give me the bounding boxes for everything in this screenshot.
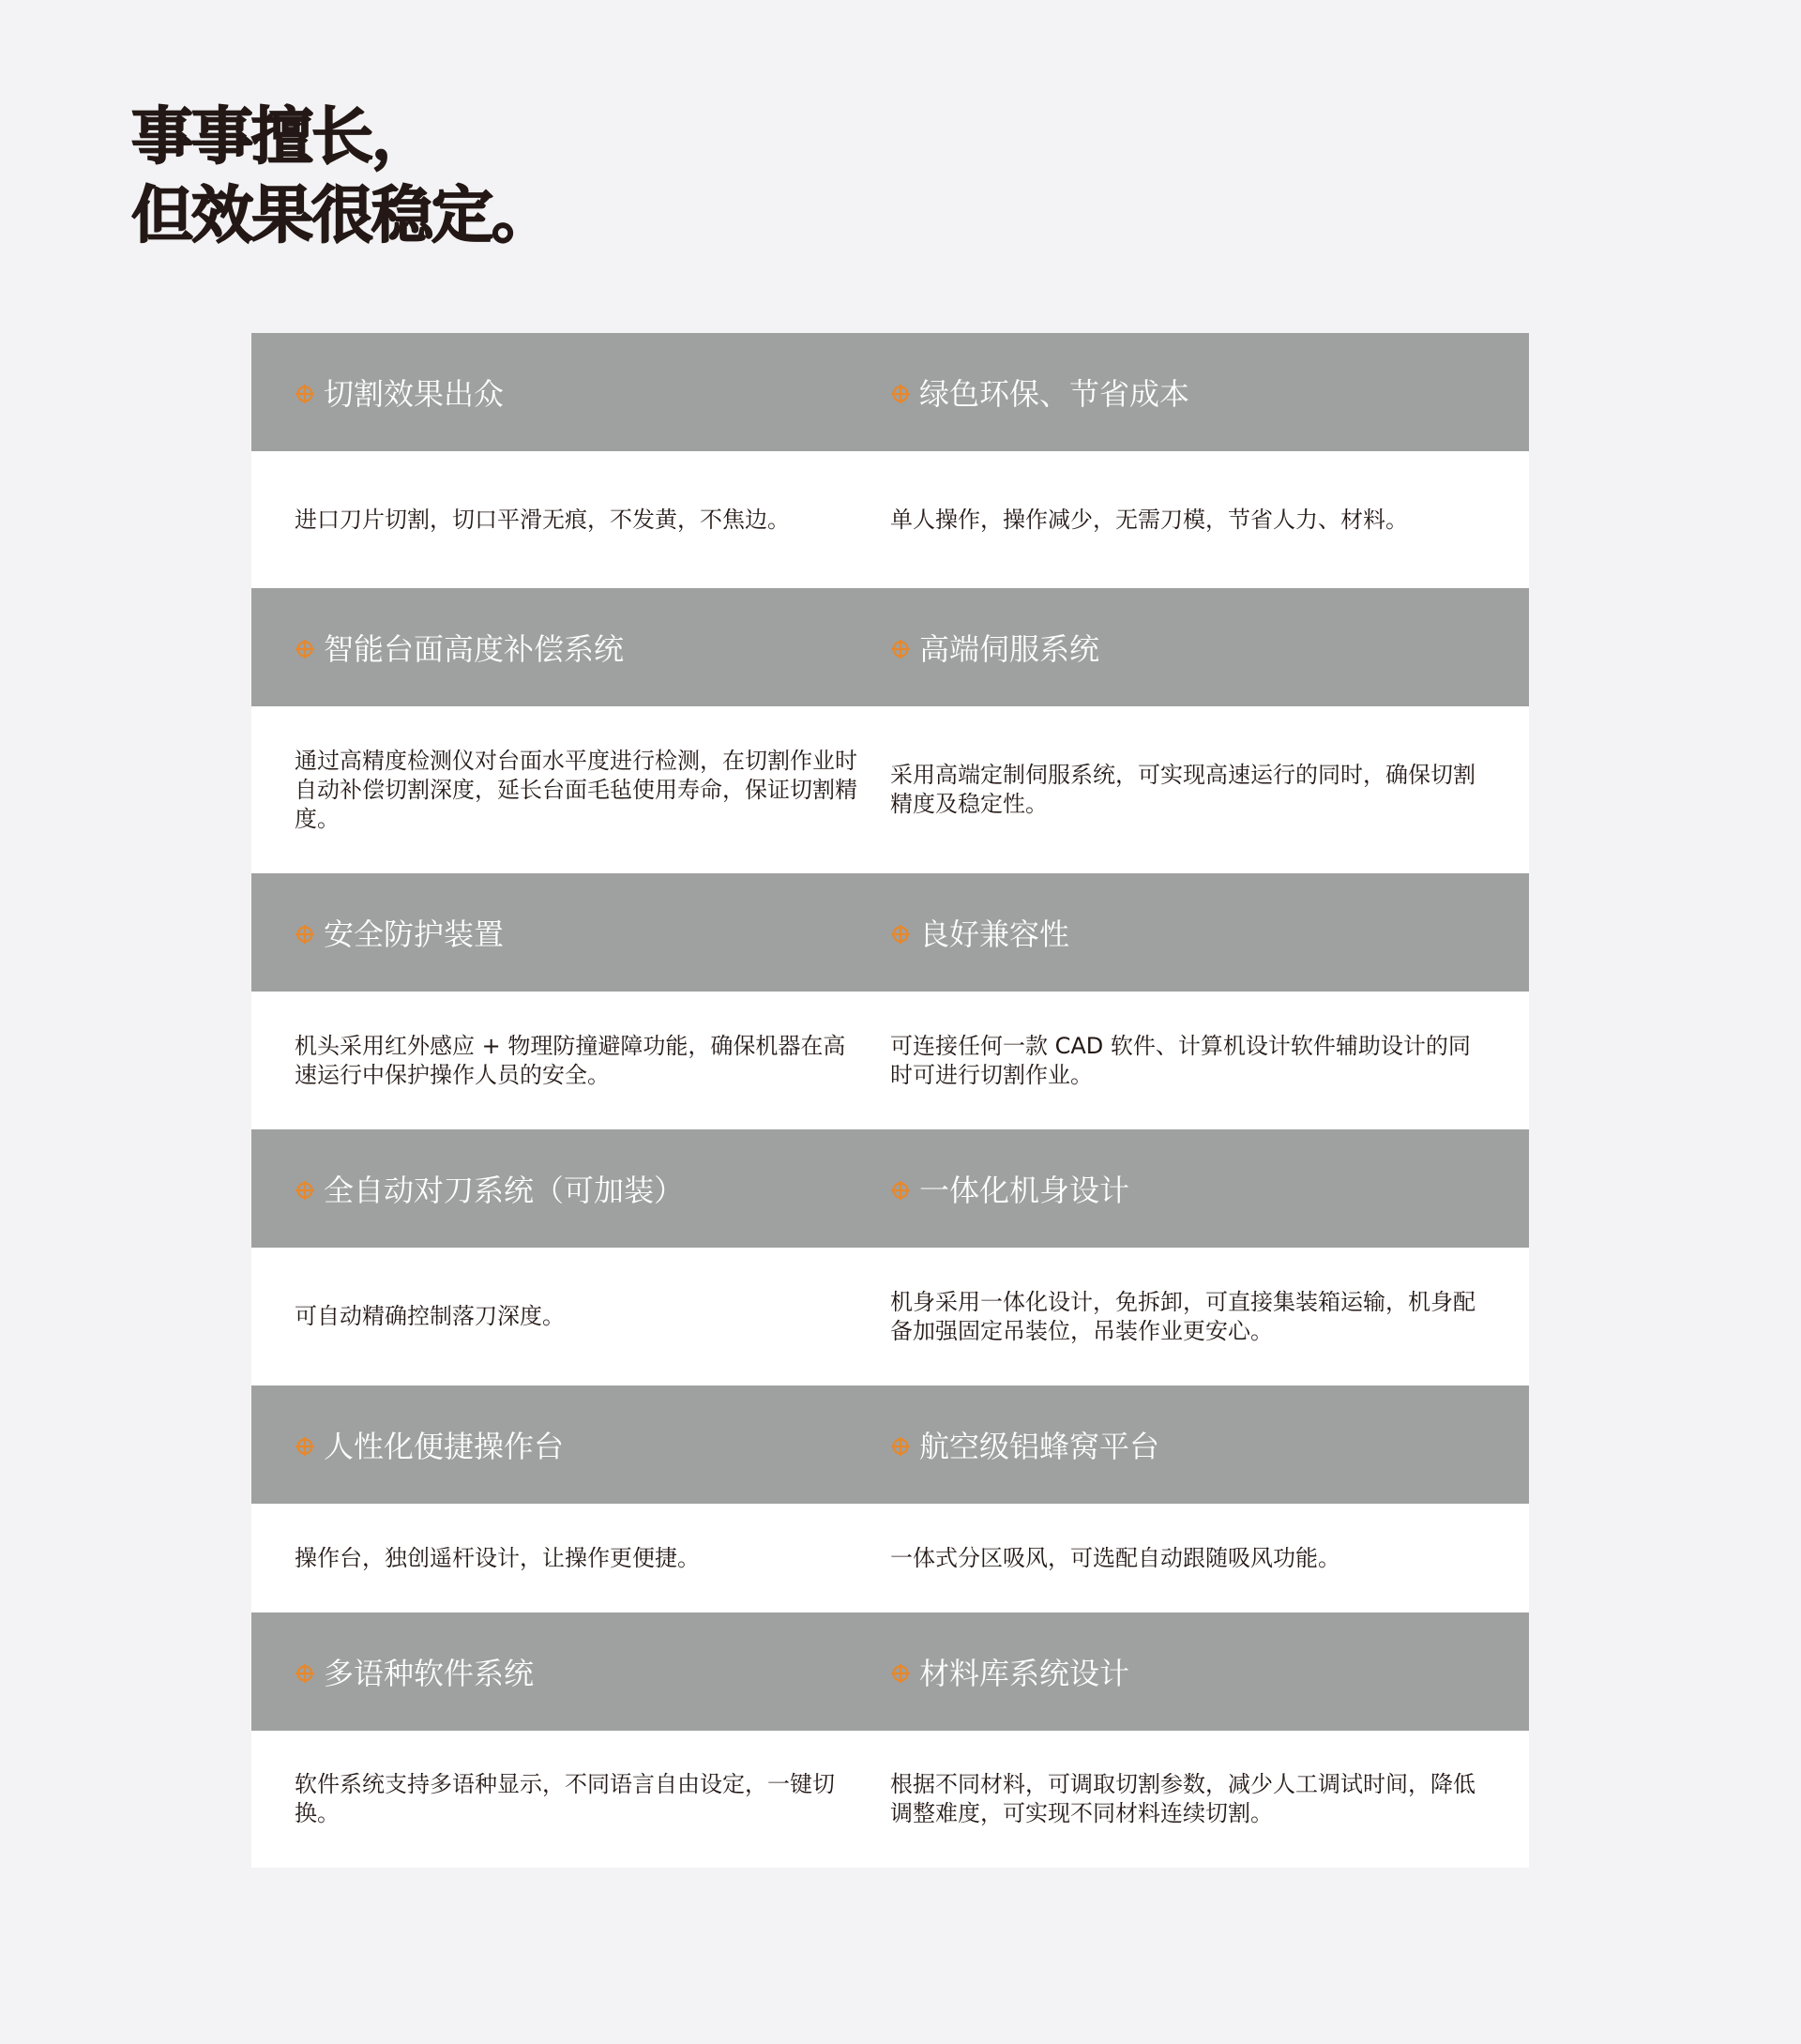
crosshair-icon — [890, 1663, 911, 1684]
feature-description: 软件系统支持多语种显示，不同语言自由设定，一键切换。 — [295, 1771, 835, 1826]
feature-description: 机身采用一体化设计，免拆卸，可直接集装箱运输，机身配备加强固定吊装位，吊装作业更安心。 — [890, 1288, 1476, 1344]
feature-title: 航空级铝蜂窝平台 — [919, 1429, 1160, 1464]
feature-header-row — [251, 1129, 1529, 1248]
feature-header-right — [890, 333, 1529, 451]
feature-description: 机头采用红外感应 + 物理防撞避障功能，确保机器在高速运行中保护操作人员的安全。 — [295, 1032, 846, 1088]
feature-title: 切割效果出众 — [324, 376, 505, 412]
feature-body-row — [251, 1248, 1529, 1385]
crosshair-icon — [295, 1436, 315, 1457]
feature-description: 采用高端定制伺服系统，可实现高速运行的同时，确保切割精度及稳定性。 — [890, 762, 1476, 817]
page-headline — [131, 98, 552, 255]
feature-header-row — [251, 588, 1529, 706]
headline-line-1: 事事擅长， — [131, 100, 431, 173]
crosshair-icon — [890, 924, 911, 945]
feature-header-left — [251, 1385, 890, 1504]
crosshair-icon — [295, 384, 315, 404]
crosshair-icon — [295, 639, 315, 659]
crosshair-icon — [890, 639, 911, 659]
crosshair-icon — [890, 1180, 911, 1201]
feature-title: 安全防护装置 — [324, 916, 505, 952]
feature-title: 智能台面高度补偿系统 — [324, 631, 625, 667]
feature-title: 人性化便捷操作台 — [324, 1429, 565, 1464]
feature-title: 材料库系统设计 — [919, 1656, 1130, 1691]
feature-header-right — [890, 1129, 1529, 1248]
feature-header-row — [251, 333, 1529, 451]
feature-title: 绿色环保、节省成本 — [919, 376, 1190, 412]
feature-header-right — [890, 588, 1529, 706]
feature-header-row — [251, 873, 1529, 992]
feature-title: 多语种软件系统 — [324, 1656, 535, 1691]
feature-title: 良好兼容性 — [919, 916, 1070, 952]
feature-description: 单人操作，操作减少，无需刀模，节省人力、材料。 — [890, 506, 1408, 533]
feature-description: 可连接任何一款 CAD 软件、计算机设计软件辅助设计的同时可进行切割作业。 — [890, 1032, 1471, 1088]
crosshair-icon — [295, 924, 315, 945]
feature-title: 高端伺服系统 — [919, 631, 1100, 667]
feature-header-left — [251, 588, 890, 706]
feature-body-row — [251, 1731, 1529, 1868]
feature-description: 根据不同材料，可调取切割参数，减少人工调试时间，降低调整难度，可实现不同材料连续切割。 — [890, 1771, 1476, 1826]
feature-header-left — [251, 873, 890, 992]
feature-body-row — [251, 1504, 1529, 1612]
headline-line-2: 但效果很稳定。 — [131, 179, 552, 251]
feature-description: 进口刀片切割，切口平滑无痕，不发黄，不焦边。 — [295, 506, 790, 533]
feature-header-left — [251, 1612, 890, 1731]
feature-header-left — [251, 333, 890, 451]
feature-header-right — [890, 873, 1529, 992]
crosshair-icon — [890, 384, 911, 404]
crosshair-icon — [295, 1663, 315, 1684]
feature-header-row — [251, 1385, 1529, 1504]
feature-description: 通过高精度检测仪对台面水平度进行检测，在切割作业时自动补偿切割深度，延长台面毛毡使用寿命，保证切割精度。 — [295, 747, 857, 832]
feature-body-row — [251, 992, 1529, 1129]
feature-description: 操作台，独创遥杆设计，让操作更便捷。 — [295, 1544, 700, 1571]
feature-body-row — [251, 451, 1529, 588]
feature-header-row — [251, 1612, 1529, 1731]
feature-body-row — [251, 706, 1529, 873]
feature-header-right — [890, 1612, 1529, 1731]
feature-header-right — [890, 1385, 1529, 1504]
feature-description: 可自动精确控制落刀深度。 — [295, 1303, 565, 1329]
crosshair-icon — [295, 1180, 315, 1201]
feature-grid — [251, 333, 1529, 1868]
feature-title: 全自动对刀系统（可加装） — [324, 1173, 685, 1208]
feature-description: 一体式分区吸风，可选配自动跟随吸风功能。 — [890, 1544, 1340, 1571]
crosshair-icon — [890, 1436, 911, 1457]
feature-title: 一体化机身设计 — [919, 1173, 1130, 1208]
feature-header-left — [251, 1129, 890, 1248]
